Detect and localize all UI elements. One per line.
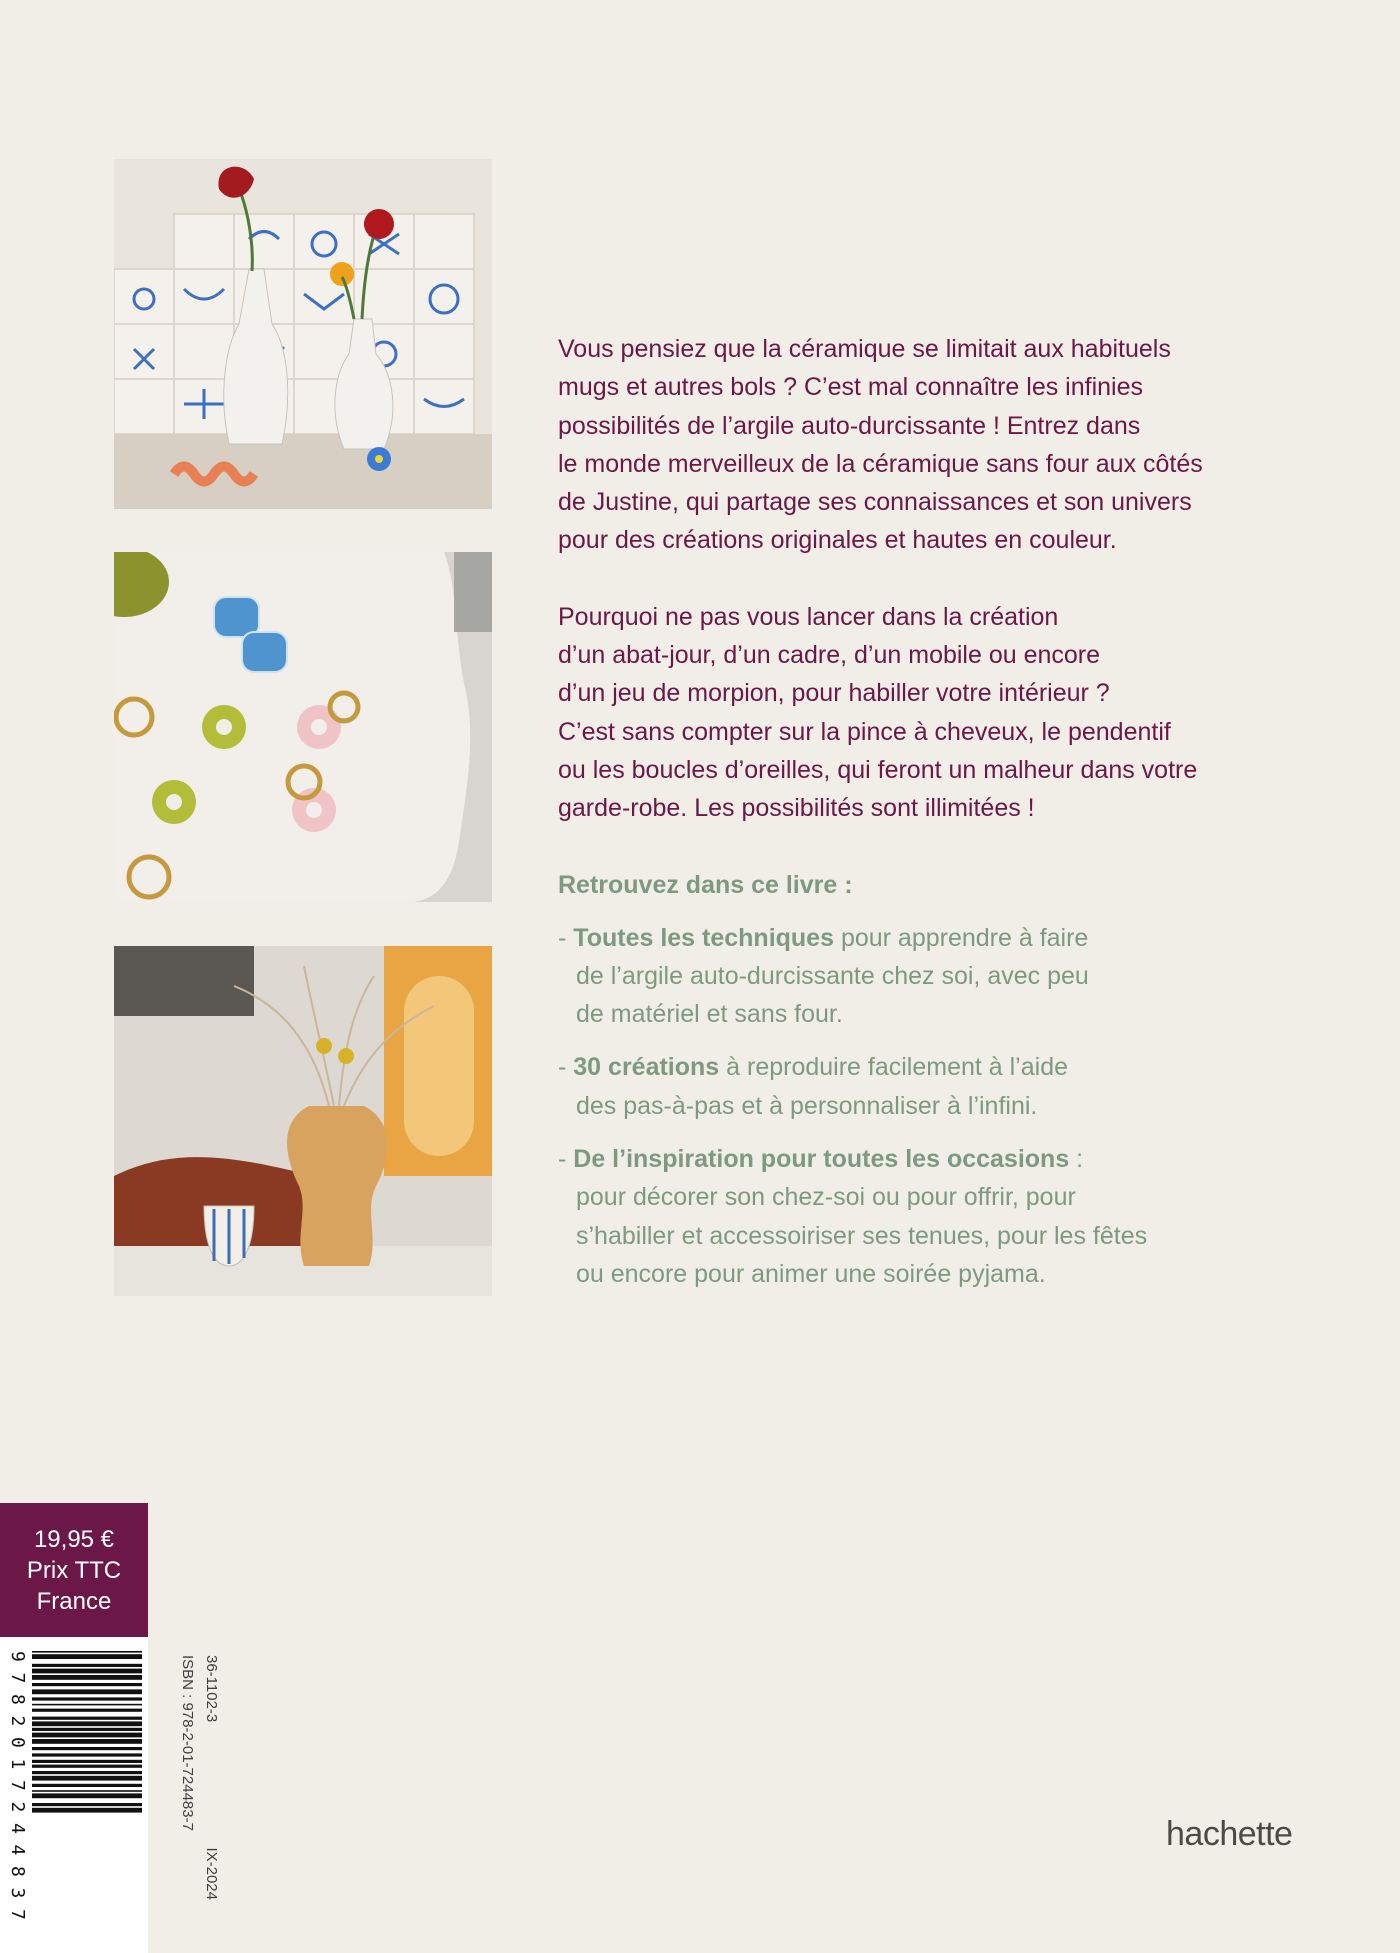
second-line: C’est sans compter sur la pince à cheveux, le pendentif <box>558 717 1171 746</box>
features-list <box>558 919 1318 1294</box>
feature-item <box>558 1140 1318 1293</box>
feature-line: pour décorer son chez-soi ou pour offrir, pour <box>576 1183 1076 1212</box>
barcode-bar <box>32 1654 142 1659</box>
barcode-bar <box>32 1760 142 1763</box>
barcode-bar <box>32 1771 142 1774</box>
barcode-bar <box>32 1664 142 1667</box>
feature-first-line <box>558 919 1318 957</box>
barcode-bar <box>32 1739 142 1744</box>
barcode-digit: 2 <box>7 1801 28 1813</box>
barcode-bar <box>32 1765 142 1768</box>
barcode-bar <box>32 1651 142 1653</box>
second-line: d’un jeu de morpion, pour habiller votre intérieur ? <box>558 679 1110 708</box>
feature-item <box>558 919 1318 1034</box>
second-line: d’un abat-jour, d’un cadre, d’un mobile ou encore <box>558 641 1101 670</box>
back-cover-text <box>558 330 1318 1308</box>
feature-first-line <box>558 1140 1318 1178</box>
photo-vases-flowers <box>114 159 492 509</box>
feature-first-line <box>558 1048 1318 1086</box>
features-heading: Retrouvez dans ce livre : <box>558 870 853 899</box>
intro-line: mugs et autres bols ? C’est mal connaître les infinies <box>558 373 1143 402</box>
feature-bullet: - <box>558 923 574 952</box>
photo-earrings-plate <box>114 552 492 902</box>
second-line: Pourquoi ne pas vous lancer dans la création <box>558 602 1059 631</box>
feature-item <box>558 1048 1318 1125</box>
barcode-digit: 7 <box>7 1909 28 1920</box>
feature-rest: à reproduire facilement à l’aide <box>719 1053 1069 1082</box>
barcode <box>0 1637 148 1953</box>
barcode-digit: 7 <box>7 1672 28 1684</box>
barcode-digit: 0 <box>7 1737 28 1748</box>
price-amount: 19,95 € <box>33 1525 115 1553</box>
barcode-bar <box>32 1733 142 1738</box>
intro-line: le monde merveilleux de la céramique sans four aux côtés <box>558 449 1203 478</box>
feature-line: s’habiller et accessoiriser ses tenues, pour les fêtes <box>576 1221 1148 1250</box>
isbn-number: ISBN : 978-2-01-724483-7 <box>179 1655 196 1831</box>
barcode-bar <box>32 1683 142 1686</box>
feature-line: de l’argile auto-durcissante chez soi, avec peu <box>576 961 1089 990</box>
product-code: 36-1102-3 <box>203 1655 220 1723</box>
feature-rest: : <box>1069 1145 1084 1174</box>
barcode-digit: 9 <box>7 1651 28 1662</box>
intro-line: Vous pensiez que la céramique se limitait aux habituels <box>558 335 1171 363</box>
second-paragraph <box>558 598 1318 828</box>
barcode-bar <box>32 1689 142 1694</box>
barcode-bar <box>32 1793 142 1798</box>
barcode-digit: 7 <box>7 1780 28 1791</box>
price-country: France <box>36 1587 112 1615</box>
barcode-bar <box>32 1704 142 1706</box>
print-date: IX-2024 <box>203 1847 220 1900</box>
publisher-logo: hachette <box>1166 1815 1293 1853</box>
barcode-bar <box>32 1784 142 1787</box>
second-line: ou les boucles d’oreilles, qui feront un malheur dans votre <box>558 755 1198 784</box>
barcode-graphic <box>0 1637 148 1953</box>
feature-line: des pas-à-pas et à personnaliser à l’infini. <box>576 1091 1038 1120</box>
feature-bullet: - <box>558 1053 574 1082</box>
feature-bold: Toutes les techniques <box>573 923 834 952</box>
barcode-digit: 3 <box>7 1887 28 1899</box>
feature-bullet: - <box>558 1145 574 1174</box>
isbn-block <box>163 1655 223 1900</box>
barcode-digit: 8 <box>7 1866 28 1877</box>
barcode-bar <box>32 1697 142 1700</box>
barcode-bar <box>32 1808 142 1813</box>
feature-bold: 30 créations <box>573 1053 720 1082</box>
feature-line: ou encore pour animer une soirée pyjama. <box>576 1259 1046 1288</box>
feature-line: de matériel et sans four. <box>576 1000 843 1029</box>
barcode-bar <box>32 1669 142 1674</box>
intro-paragraph <box>558 330 1318 560</box>
barcode-digit: 8 <box>7 1694 28 1705</box>
barcode-bar <box>32 1776 142 1781</box>
barcode-bar <box>32 1790 142 1792</box>
barcode-bar <box>32 1709 142 1712</box>
barcode-digit: 4 <box>7 1823 28 1834</box>
feature-rest: pour apprendre à faire <box>834 923 1089 952</box>
intro-line: de Justine, qui partage ses connaissances et son univers <box>558 488 1192 517</box>
feature-bold: De l’inspiration pour toutes les occasions <box>573 1145 1070 1174</box>
barcode-bar <box>32 1803 142 1806</box>
barcode-bar <box>32 1728 142 1731</box>
barcode-digit: 4 <box>7 1844 28 1856</box>
second-line: garde-robe. Les possibilités sont illimitées ! <box>558 794 1035 823</box>
barcode-bar <box>32 1717 142 1720</box>
barcode-bar <box>32 1747 142 1750</box>
intro-line: pour des créations originales et hautes en couleur. <box>558 526 1117 555</box>
barcode-digit: 2 <box>7 1715 28 1727</box>
intro-line: possibilités de l’argile auto-durcissante ! Entrez dans <box>558 411 1141 440</box>
photo-vase-dried-flowers <box>114 946 492 1296</box>
price-badge <box>0 1503 148 1637</box>
price-label: Prix TTC <box>26 1556 122 1584</box>
barcode-bar <box>32 1675 142 1680</box>
barcode-bar <box>32 1753 142 1756</box>
barcode-digit: 1 <box>7 1758 28 1770</box>
barcode-bar <box>32 1721 142 1726</box>
